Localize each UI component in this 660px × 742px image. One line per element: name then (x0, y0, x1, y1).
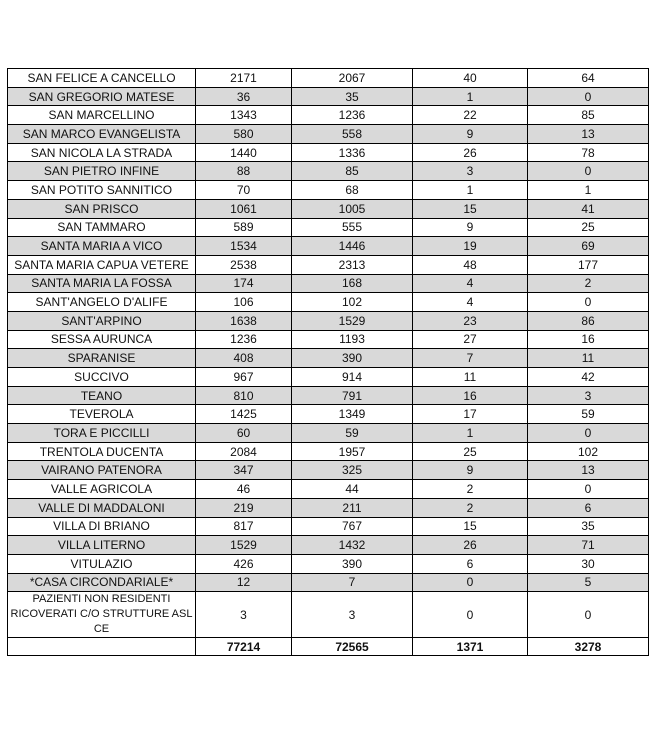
value-cell: 1343 (196, 106, 292, 125)
value-cell: 817 (196, 517, 292, 536)
value-cell: 6 (528, 498, 649, 517)
value-cell: 558 (292, 125, 413, 144)
table-row (8, 330, 649, 349)
table-row (8, 405, 649, 424)
value-cell: 1005 (292, 199, 413, 218)
value-cell: 88 (196, 162, 292, 181)
table-row (8, 181, 649, 200)
value-cell: 3 (413, 162, 528, 181)
value-cell: 1 (413, 181, 528, 200)
table-row (8, 311, 649, 330)
value-cell: 85 (292, 162, 413, 181)
value-cell: 12 (196, 573, 292, 592)
value-cell: 4 (413, 293, 528, 312)
municipality-cell: SAN PIETRO INFINE (8, 162, 196, 181)
value-cell: 41 (528, 199, 649, 218)
value-cell: 64 (528, 69, 649, 88)
value-cell: 2538 (196, 255, 292, 274)
value-cell: 1534 (196, 237, 292, 256)
value-cell: 16 (413, 386, 528, 405)
value-cell: 0 (528, 424, 649, 443)
value-cell: 1446 (292, 237, 413, 256)
value-cell: 19 (413, 237, 528, 256)
municipality-cell: SESSA AURUNCA (8, 330, 196, 349)
value-cell: 0 (528, 592, 649, 638)
value-cell: 174 (196, 274, 292, 293)
value-cell: 86 (528, 311, 649, 330)
value-cell: 1236 (196, 330, 292, 349)
table-row (8, 461, 649, 480)
value-cell: 580 (196, 125, 292, 144)
value-cell: 70 (196, 181, 292, 200)
value-cell: 791 (292, 386, 413, 405)
municipality-cell: SAN NICOLA LA STRADA (8, 143, 196, 162)
table-row (8, 498, 649, 517)
municipality-cell: SANTA MARIA A VICO (8, 237, 196, 256)
municipality-cell: VALLE AGRICOLA (8, 480, 196, 499)
value-cell: 2 (413, 480, 528, 499)
value-cell: 36 (196, 87, 292, 106)
municipality-data-table (7, 68, 649, 656)
value-cell: 1432 (292, 536, 413, 555)
value-cell: 1425 (196, 405, 292, 424)
value-cell: 0 (413, 592, 528, 638)
value-cell: 9 (413, 461, 528, 480)
table-row (8, 480, 649, 499)
table-row (8, 349, 649, 368)
value-cell: 1236 (292, 106, 413, 125)
value-cell: 177 (528, 255, 649, 274)
value-cell: 3 (196, 592, 292, 638)
value-cell: 69 (528, 237, 649, 256)
value-cell: 589 (196, 218, 292, 237)
value-cell: 325 (292, 461, 413, 480)
value-cell: 30 (528, 554, 649, 573)
value-cell: 1638 (196, 311, 292, 330)
municipality-cell: SANTA MARIA CAPUA VETERE (8, 255, 196, 274)
value-cell: 23 (413, 311, 528, 330)
value-cell: 1193 (292, 330, 413, 349)
value-cell: 2067 (292, 69, 413, 88)
value-cell: 1371 (413, 638, 528, 656)
value-cell: 2084 (196, 442, 292, 461)
value-cell: 219 (196, 498, 292, 517)
value-cell: 3 (292, 592, 413, 638)
table-row (8, 218, 649, 237)
value-cell: 347 (196, 461, 292, 480)
value-cell: 2 (528, 274, 649, 293)
value-cell: 26 (413, 536, 528, 555)
municipality-cell: SAN GREGORIO MATESE (8, 87, 196, 106)
value-cell: 1349 (292, 405, 413, 424)
value-cell: 9 (413, 218, 528, 237)
totals-row (8, 638, 649, 656)
value-cell: 1 (413, 424, 528, 443)
municipality-cell: SANT'ARPINO (8, 311, 196, 330)
table-row (8, 517, 649, 536)
value-cell: 25 (528, 218, 649, 237)
value-cell: 11 (413, 368, 528, 387)
value-cell: 17 (413, 405, 528, 424)
value-cell: 1529 (292, 311, 413, 330)
value-cell: 1061 (196, 199, 292, 218)
value-cell: 85 (528, 106, 649, 125)
value-cell: 0 (528, 293, 649, 312)
table-row (8, 237, 649, 256)
municipality-cell: SAN MARCELLINO (8, 106, 196, 125)
municipality-cell: SAN PRISCO (8, 199, 196, 218)
value-cell: 1 (528, 181, 649, 200)
value-cell: 77214 (196, 638, 292, 656)
municipality-cell: VILLA DI BRIANO (8, 517, 196, 536)
value-cell: 13 (528, 461, 649, 480)
value-cell: 0 (528, 480, 649, 499)
municipality-cell: SAN MARCO EVANGELISTA (8, 125, 196, 144)
value-cell: 35 (292, 87, 413, 106)
value-cell: 46 (196, 480, 292, 499)
value-cell: 71 (528, 536, 649, 555)
value-cell: 42 (528, 368, 649, 387)
municipality-cell: *CASA CIRCONDARIALE* (8, 573, 196, 592)
table-row (8, 87, 649, 106)
value-cell: 3278 (528, 638, 649, 656)
value-cell: 1336 (292, 143, 413, 162)
municipality-cell: SAN FELICE A CANCELLO (8, 69, 196, 88)
table-row (8, 442, 649, 461)
value-cell: 1957 (292, 442, 413, 461)
value-cell: 2 (413, 498, 528, 517)
value-cell: 22 (413, 106, 528, 125)
municipality-cell: TORA E PICCILLI (8, 424, 196, 443)
value-cell: 68 (292, 181, 413, 200)
municipality-cell: VALLE DI MADDALONI (8, 498, 196, 517)
value-cell: 5 (528, 573, 649, 592)
value-cell: 1529 (196, 536, 292, 555)
municipality-cell: PAZIENTI NON RESIDENTI RICOVERATI C/O STRUTTURE ASL CE (8, 592, 196, 638)
value-cell: 26 (413, 143, 528, 162)
table-row (8, 386, 649, 405)
value-cell: 11 (528, 349, 649, 368)
table-row (8, 125, 649, 144)
value-cell: 211 (292, 498, 413, 517)
value-cell: 7 (292, 573, 413, 592)
table-row (8, 554, 649, 573)
value-cell: 555 (292, 218, 413, 237)
value-cell: 60 (196, 424, 292, 443)
value-cell: 44 (292, 480, 413, 499)
value-cell: 35 (528, 517, 649, 536)
value-cell: 3 (528, 386, 649, 405)
table-row (8, 293, 649, 312)
value-cell: 15 (413, 517, 528, 536)
value-cell: 59 (292, 424, 413, 443)
table-row (8, 143, 649, 162)
value-cell: 16 (528, 330, 649, 349)
table-row (8, 573, 649, 592)
value-cell: 2171 (196, 69, 292, 88)
value-cell: 78 (528, 143, 649, 162)
municipality-cell: SANTA MARIA LA FOSSA (8, 274, 196, 293)
municipality-cell: TEVEROLA (8, 405, 196, 424)
value-cell: 0 (413, 573, 528, 592)
municipality-cell (8, 638, 196, 656)
value-cell: 25 (413, 442, 528, 461)
municipality-cell: SPARANISE (8, 349, 196, 368)
table-row (8, 69, 649, 88)
municipality-cell: VAIRANO PATENORA (8, 461, 196, 480)
value-cell: 40 (413, 69, 528, 88)
value-cell: 2313 (292, 255, 413, 274)
table-row (8, 162, 649, 181)
value-cell: 13 (528, 125, 649, 144)
value-cell: 168 (292, 274, 413, 293)
municipality-cell: SANT'ANGELO D'ALIFE (8, 293, 196, 312)
non-residents-row (8, 592, 649, 638)
municipality-cell: TEANO (8, 386, 196, 405)
value-cell: 1440 (196, 143, 292, 162)
value-cell: 102 (292, 293, 413, 312)
table-row (8, 368, 649, 387)
value-cell: 48 (413, 255, 528, 274)
value-cell: 27 (413, 330, 528, 349)
value-cell: 426 (196, 554, 292, 573)
value-cell: 15 (413, 199, 528, 218)
value-cell: 9 (413, 125, 528, 144)
value-cell: 767 (292, 517, 413, 536)
value-cell: 1 (413, 87, 528, 106)
value-cell: 4 (413, 274, 528, 293)
table-row (8, 536, 649, 555)
municipality-cell: SUCCIVO (8, 368, 196, 387)
value-cell: 810 (196, 386, 292, 405)
municipality-cell: VILLA LITERNO (8, 536, 196, 555)
value-cell: 0 (528, 162, 649, 181)
table-row (8, 274, 649, 293)
municipality-cell: SAN POTITO SANNITICO (8, 181, 196, 200)
value-cell: 967 (196, 368, 292, 387)
value-cell: 72565 (292, 638, 413, 656)
value-cell: 6 (413, 554, 528, 573)
value-cell: 102 (528, 442, 649, 461)
value-cell: 390 (292, 349, 413, 368)
table-row (8, 255, 649, 274)
table-row (8, 199, 649, 218)
value-cell: 106 (196, 293, 292, 312)
value-cell: 390 (292, 554, 413, 573)
value-cell: 59 (528, 405, 649, 424)
municipality-cell: VITULAZIO (8, 554, 196, 573)
value-cell: 7 (413, 349, 528, 368)
table-row (8, 106, 649, 125)
value-cell: 408 (196, 349, 292, 368)
table-row (8, 424, 649, 443)
value-cell: 914 (292, 368, 413, 387)
municipality-cell: TRENTOLA DUCENTA (8, 442, 196, 461)
municipality-cell: SAN TAMMARO (8, 218, 196, 237)
value-cell: 0 (528, 87, 649, 106)
